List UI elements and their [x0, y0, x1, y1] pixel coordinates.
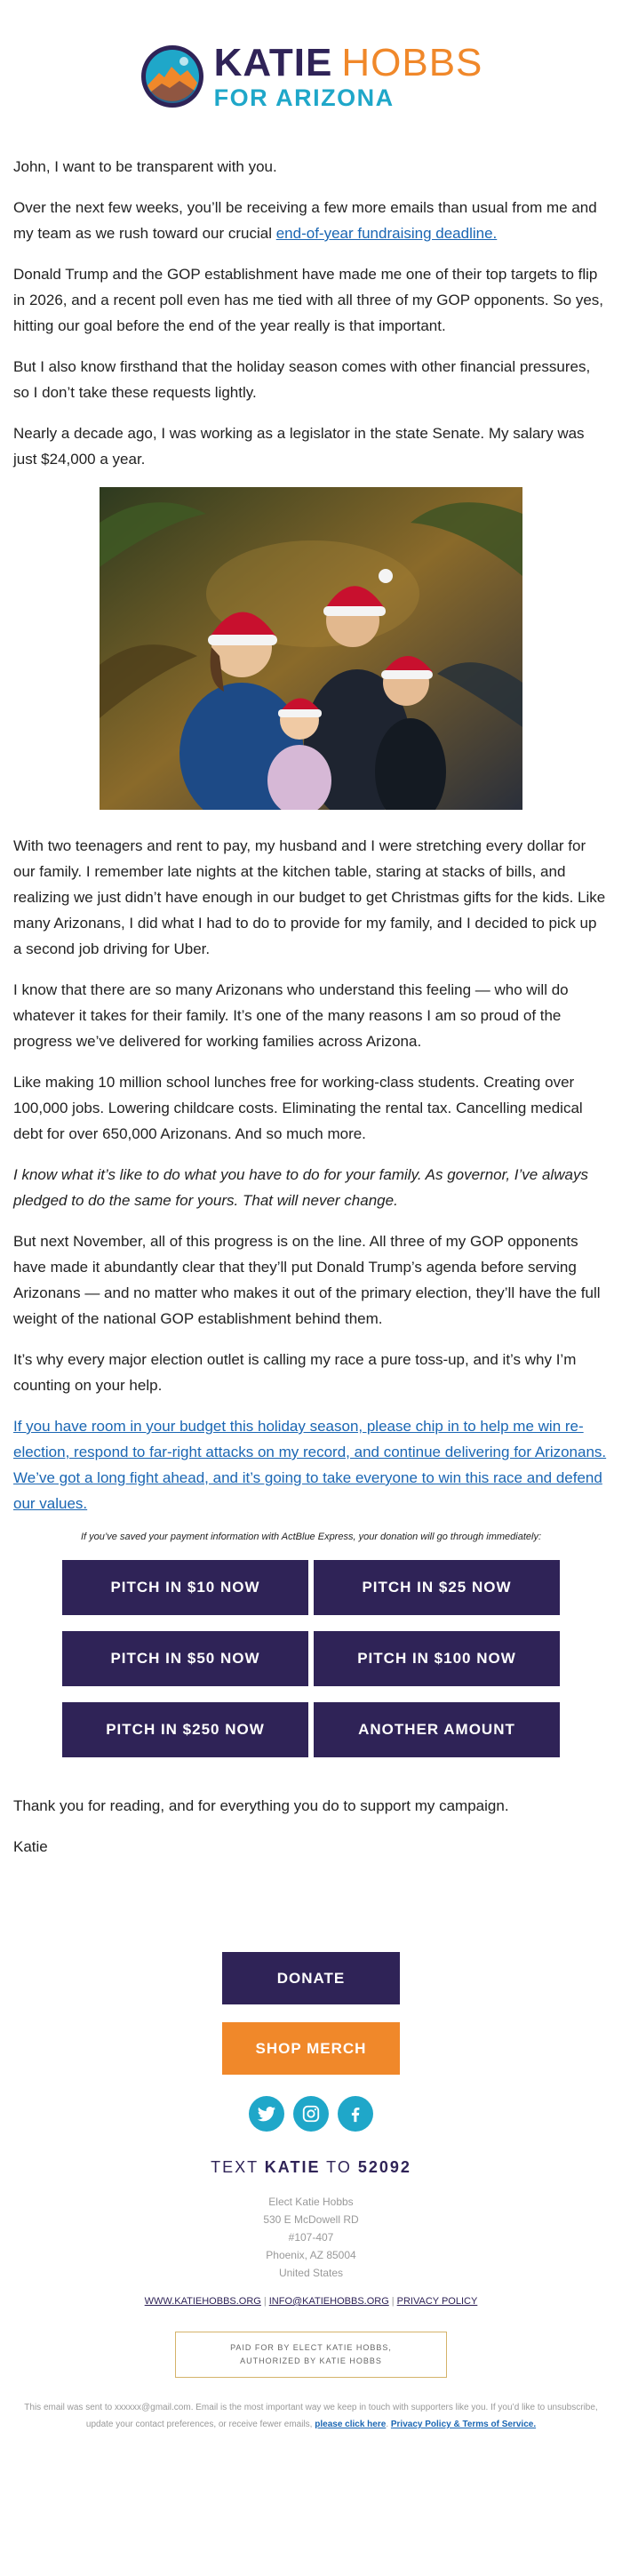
paragraph-progress-on-line: But next November, all of this progress is on the line. All three of my GOP opponents have made it abundantly clear that they’ll put Donald Trump’s agenda before serving Arizonans — and no matter who makes it out of the primary election, they’ll have the full weight of the national GOP establishment behind them. — [13, 1233, 601, 1327]
logo-subtitle: FOR ARIZONA — [213, 84, 395, 111]
paragraph-fundraising-deadline — [13, 195, 609, 246]
paragraph-arizonans-understand: I know that there are so many Arizonans who understand this feeling — who will do whatever it takes for their family. It’s one of the many reasons I am so proud of the progress we’ve delivered for working families across Arizona. — [13, 981, 569, 1050]
paragraph-text: Over the next few weeks, you’ll be receiving a few more emails than usual from me and my team as we rush toward our crucial — [13, 199, 597, 242]
address-line: #107-407 — [288, 2231, 334, 2244]
facebook-icon[interactable] — [338, 2096, 373, 2132]
link-separator: | — [391, 2296, 395, 2307]
text-prefix: TEXT — [211, 2158, 259, 2176]
paragraph-uber-story: With two teenagers and rent to pay, my husband and I were stretching every dollar for our family. I remember late nights at the kitchen table, staring at stacks of bills, and realizing we just didn’t have enough in our budget to get Christmas gifts for the kids. Like many Arizonans, I did what I had to do to provide for my family, and I decided to pick up a second job driving for Uber. — [13, 837, 606, 957]
paragraph-senate-salary: Nearly a decade ago, I was working as a legislator in the state Senate. My salary was just $24,000 a year. — [13, 425, 585, 468]
fine-print-text: This email was sent to xxxxxx@gmail.com. Email is the most important way we keep in touch with supporters like you. If you’d like to unsubscribe, update your contact preferences, or receive fewer emails, — [24, 2403, 598, 2429]
text-to: TO — [326, 2158, 352, 2176]
donate-50-button[interactable]: PITCH IN $50 NOW — [62, 1631, 308, 1686]
address-line: 530 E McDowell RD — [263, 2213, 359, 2226]
privacy-terms-link[interactable]: Privacy Policy & Terms of Service. — [390, 2420, 537, 2429]
fundraising-deadline-link[interactable]: end-of-year fundraising deadline. — [275, 225, 498, 242]
paragraph-closing: Thank you for reading, and for everything you do to support my campaign. — [13, 1797, 509, 1814]
paid-for-disclaimer — [175, 2332, 447, 2378]
chip-in-cta-link[interactable]: If you have room in your budget this holiday season, please chip in to help me win re-election, respond to far-right attacks on my record, and continue delivering for Arizonans. We’ve got a long fight ahead, and it’s going to take everyone to win this race and defend our values. — [13, 1418, 607, 1512]
text-shortcode: 52092 — [357, 2158, 411, 2176]
donate-other-amount-button[interactable]: ANOTHER AMOUNT — [314, 1702, 560, 1757]
paid-for-line: AUTHORIZED BY KATIE HOBBS — [240, 2356, 382, 2365]
paragraph-accomplishments: Like making 10 million school lunches free for working-class students. Creating over 100,000 jobs. Lowering childcare costs. Eliminating the rental tax. Cancelling medical debt for over 650,000 Arizonans. And so much more. — [13, 1074, 583, 1142]
campaign-logo[interactable] — [0, 0, 622, 114]
address-line: Elect Katie Hobbs — [268, 2196, 354, 2208]
logo-first-name: KATIE — [213, 40, 333, 84]
text-to-subscribe — [0, 2158, 622, 2177]
website-link[interactable]: WWW.KATIEHOBBS.ORG — [144, 2296, 261, 2307]
social-links — [0, 2096, 622, 2132]
donate-25-button[interactable]: PITCH IN $25 NOW — [314, 1560, 560, 1615]
email-link[interactable]: INFO@KATIEHOBBS.ORG — [268, 2296, 389, 2307]
shop-merch-button[interactable]: SHOP MERCH — [222, 2022, 400, 2075]
paragraph-greeting: John, I want to be transparent with you. — [13, 158, 277, 175]
donate-100-button[interactable]: PITCH IN $100 NOW — [314, 1631, 560, 1686]
paid-for-line: PAID FOR BY ELECT KATIE HOBBS, — [230, 2343, 392, 2352]
link-separator: | — [263, 2296, 267, 2307]
unsubscribe-link[interactable]: please click here — [315, 2420, 387, 2429]
privacy-policy-link[interactable]: PRIVACY POLICY — [396, 2296, 478, 2307]
signoff: Katie — [13, 1838, 48, 1855]
paragraph-gop-targets: Donald Trump and the GOP establishment have made me one of their top targets to flip in 2026, and a recent poll even has me tied with all three of my GOP opponents. So yes, hitting our goal before the end of the year really is that important. — [13, 266, 604, 334]
family-holiday-photo — [100, 487, 522, 810]
footer-links — [0, 2296, 622, 2307]
paragraph-holiday-pressures: But I also know firsthand that the holiday season comes with other financial pressures, so I don’t take these requests lightly. — [13, 358, 591, 401]
address-line: Phoenix, AZ 85004 — [266, 2249, 356, 2261]
twitter-icon[interactable] — [249, 2096, 284, 2132]
actblue-express-note: If you’ve saved your payment information with ActBlue Express, your donation will go through immediately: — [80, 1532, 542, 1542]
logo-last-name: HOBBS — [341, 40, 483, 84]
donate-10-button[interactable]: PITCH IN $10 NOW — [62, 1560, 308, 1615]
arizona-mountain-logo-icon — [140, 44, 205, 109]
address-line: United States — [278, 2267, 344, 2279]
fine-print-text: . — [386, 2420, 391, 2429]
unsubscribe-fine-print — [22, 2399, 600, 2433]
donation-buttons — [62, 1560, 560, 1757]
text-keyword: KATIE — [264, 2158, 321, 2176]
mailing-address — [0, 2193, 622, 2282]
paragraph-toss-up: It’s why every major election outlet is calling my race a pure toss-up, and it’s why I’m counting on your help. — [13, 1351, 577, 1394]
instagram-icon[interactable] — [293, 2096, 329, 2132]
footer-donate-button[interactable]: DONATE — [222, 1952, 400, 2004]
email-footer — [0, 1952, 622, 2433]
paragraph-pledge: I know what it’s like to do what you have to do for your family. As governor, I’ve always pledged to do the same for yours. That will never change. — [13, 1166, 588, 1209]
letter-body — [0, 154, 622, 1860]
donate-250-button[interactable]: PITCH IN $250 NOW — [62, 1702, 308, 1757]
